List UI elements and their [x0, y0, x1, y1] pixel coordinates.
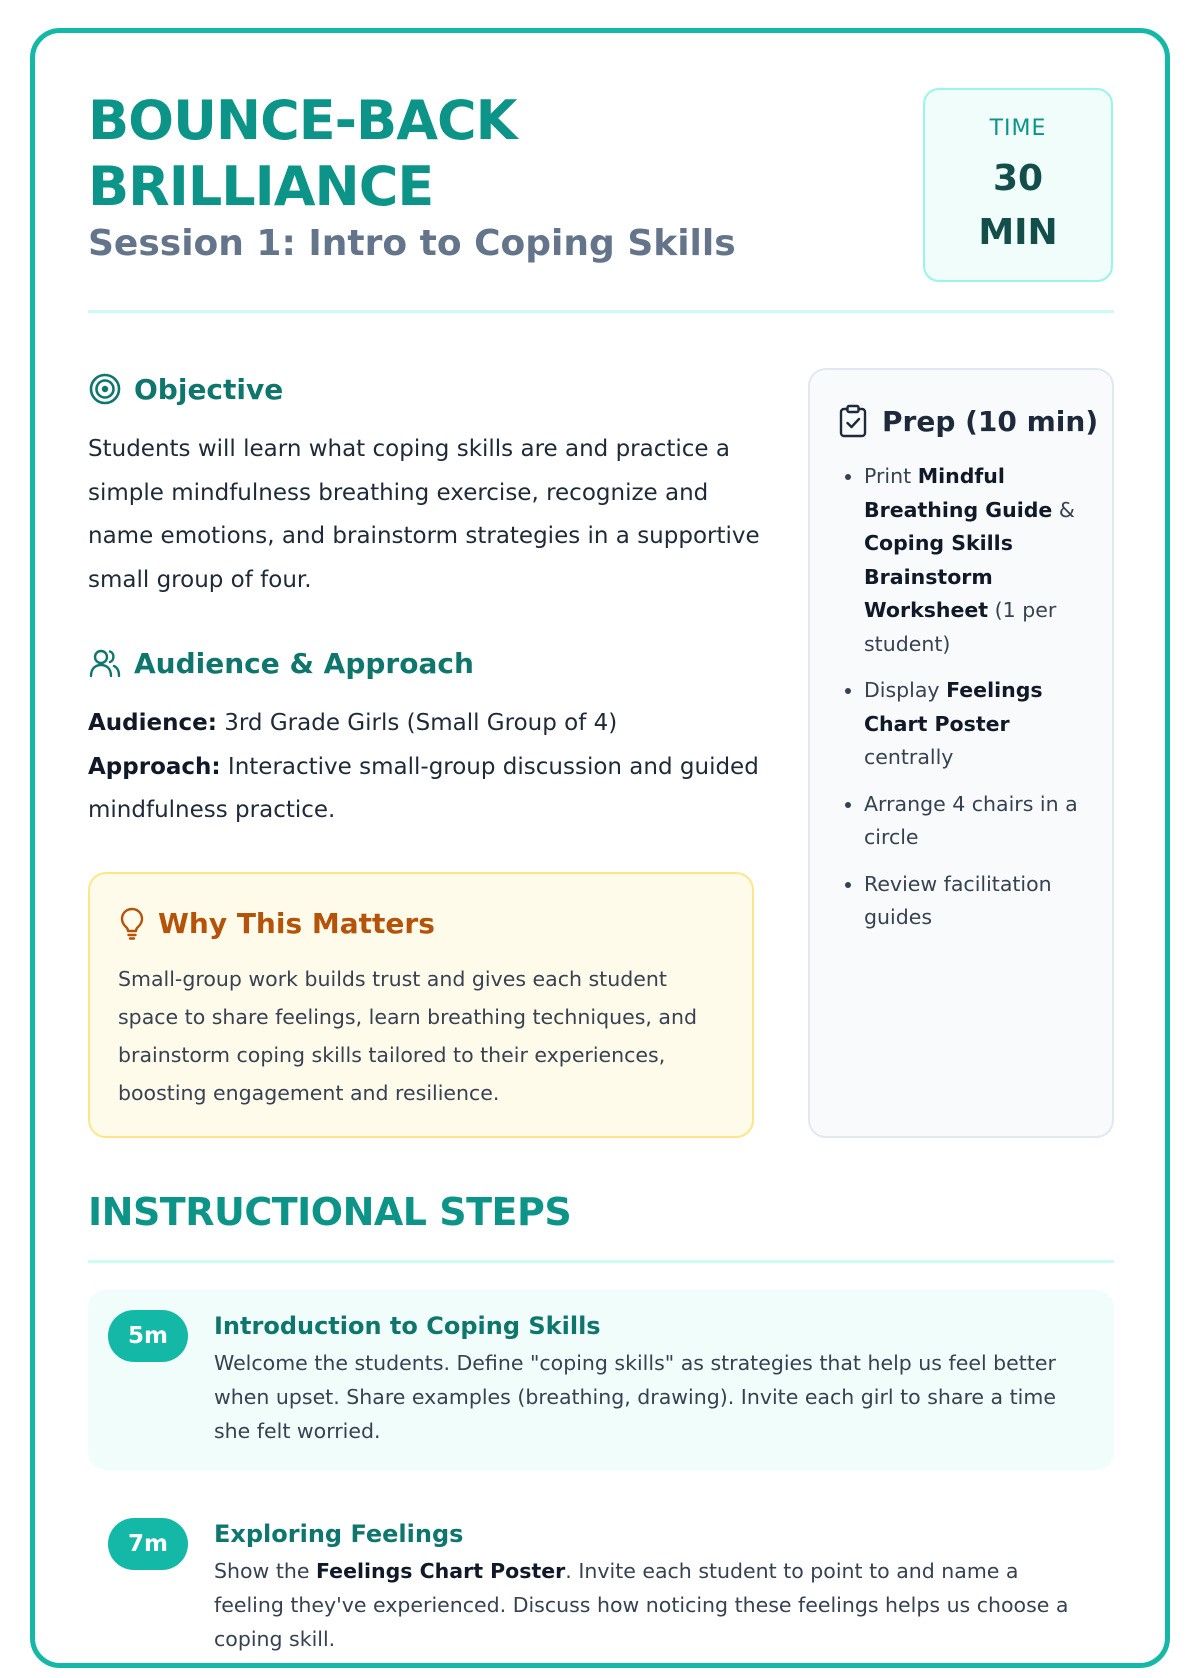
why-heading-label: Why This Matters [158, 906, 435, 940]
why-text: Small-group work builds trust and gives each student space to share feelings, learn breathing techniques, and brainstorm coping skills tailored to their experiences, boosting engagement and resilience. [118, 967, 698, 1105]
prep-heading [838, 404, 1098, 438]
time-label: TIME [989, 116, 1047, 141]
step-item [88, 1498, 1114, 1678]
step-duration-badge: 7m [108, 1518, 188, 1570]
audience-text [88, 702, 778, 833]
approach-value: Interactive small-group discussion and guided mindfulness practice. [88, 753, 759, 823]
prep-box [808, 368, 1114, 1138]
lesson-title: BOUNCE-BACK BRILLIANCE [88, 89, 517, 218]
step-text: Show the Feelings Chart Poster. Invite each student to point to and name a feeling they've experienced. Discuss how noticing these feelings helps us choose a coping skill. [214, 1559, 1069, 1651]
lightbulb-icon [118, 906, 146, 940]
prep-list [838, 460, 1088, 948]
objective-heading [88, 372, 283, 406]
prep-item: • Review facilitation guides [864, 868, 1088, 935]
header-divider [88, 310, 1114, 313]
step-title: Introduction to Coping Skills [214, 1312, 601, 1340]
step-duration-badge: 5m [108, 1310, 188, 1362]
step-item [88, 1290, 1114, 1470]
steps-heading: INSTRUCTIONAL STEPS [88, 1190, 572, 1234]
approach-label: Approach: [88, 753, 221, 780]
audience-heading [88, 646, 474, 680]
why-heading [118, 906, 435, 940]
audience-label: Audience: [88, 710, 217, 736]
audience-value: 3rd Grade Girls (Small Group of 4) [216, 710, 618, 736]
prep-item: • Display Feelings Chart Poster centrally [864, 674, 1088, 775]
time-value-text: 30 MIN [978, 158, 1058, 253]
objective-heading-label: Objective [134, 372, 284, 406]
session-subtitle: Session 1: Intro to Coping Skills [88, 223, 736, 264]
prep-item: • Print Mindful Breathing Guide & Coping Skills Brainstorm Worksheet (1 per student) [864, 460, 1088, 661]
step-text: Welcome the students. Define "coping skills" as strategies that help us feel better when upset. Share examples (breathing, drawing). Invite each girl to share a time she felt worried. [214, 1351, 1056, 1443]
users-icon [88, 646, 122, 680]
why-this-matters-box [88, 872, 754, 1138]
step-title: Exploring Feelings [214, 1520, 464, 1548]
clipboard-check-icon [838, 404, 868, 438]
audience-heading-label: Audience & Approach [134, 646, 474, 680]
steps-divider [88, 1260, 1114, 1263]
time-value [925, 152, 1111, 260]
prep-item: • Arrange 4 chairs in a circle [864, 788, 1088, 855]
target-icon [88, 372, 122, 406]
prep-heading-label: Prep (10 min) [882, 404, 1099, 438]
time-badge [923, 88, 1113, 282]
objective-text: Students will learn what coping skills are and practice a simple mindfulness breathing exercise, recognize and name emotions, and brainstorm strategies in a supportive small group of four. [88, 436, 760, 593]
